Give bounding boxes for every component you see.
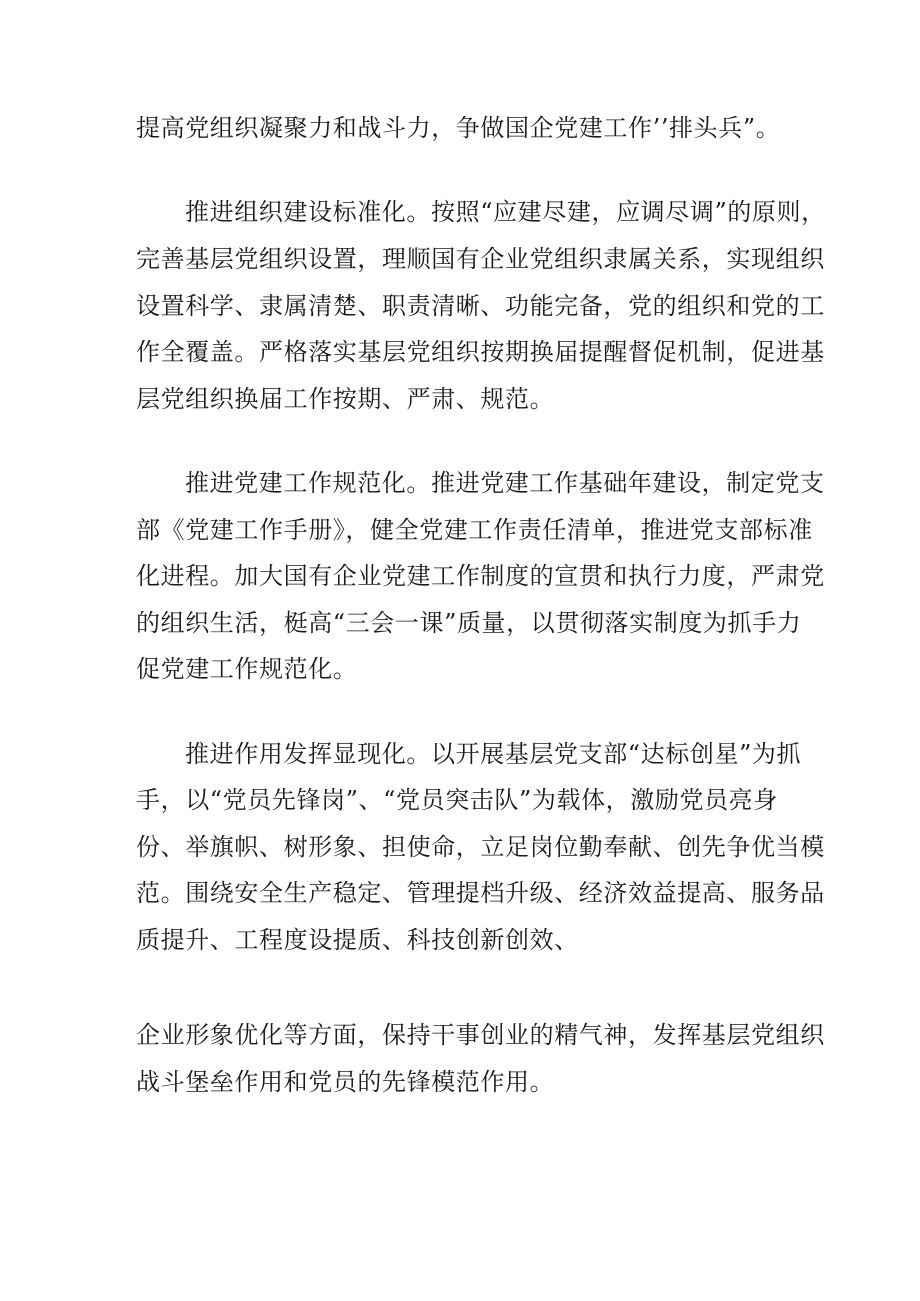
paragraph-line: 的组织生活，梃高“三会一课”质量，以贯彻落实制度为抓手力	[136, 609, 802, 637]
paragraph-line: 促党建工作规范化。	[136, 655, 358, 683]
paragraph-line: 提高党组织凝聚力和战斗力，争做国企党建工作’’排头兵”。	[136, 114, 781, 142]
paragraph-line: 化进程。加大国有企业党建工作制度的宣贯和执行力度，严肃党	[136, 562, 825, 590]
paragraph-line: 部《党建工作手册》，健全党建工作责任清单，推进党支部标准	[136, 516, 813, 544]
paragraph-line: 层党组织换届工作按期、严肃、规范。	[136, 385, 555, 413]
paragraph-line: 范。围绕安全生产稳定、管理提档升级、经济效益提高、服务品	[136, 879, 825, 907]
paragraph-line: 推进党建工作规范化。推进党建工作基础年建设，制定党支	[185, 469, 825, 497]
paragraph-line: 质提升、工程度设提质、科技创新创效、	[136, 926, 579, 954]
paragraph-line: 战斗堡垒作用和党员的先锋模范作用。	[136, 1068, 555, 1096]
paragraph-line: 份、举旗帜、树形象、担使命，立足岗位勤奉献、创先争优当模	[136, 833, 825, 861]
paragraph-line: 完善基层党组织设置，理顺国有企业党组织隶属关系，实现组织	[136, 245, 825, 273]
paragraph-line: 作全覆盖。严格落实基层党组织按期换届提醒督促机制，促进基	[136, 338, 825, 366]
paragraph-line: 推进组织建设标准化。按照“应建尽建，应调尽调”的原则，	[185, 198, 826, 226]
paragraph-line: 推进作用发挥显现化。以开展基层党支部“达标创星”为抓	[185, 740, 802, 768]
paragraph-line: 企业形象优化等方面，保持干事创业的精气神，发挥基层党组织	[136, 1021, 825, 1049]
paragraph-line: 手，以“党员先锋岗”、“党员突击队”为载体，激励党员亮身	[136, 786, 778, 814]
paragraph-line: 设置科学、隶属清楚、职责清晰、功能完备，党的组织和党的工	[136, 292, 825, 320]
